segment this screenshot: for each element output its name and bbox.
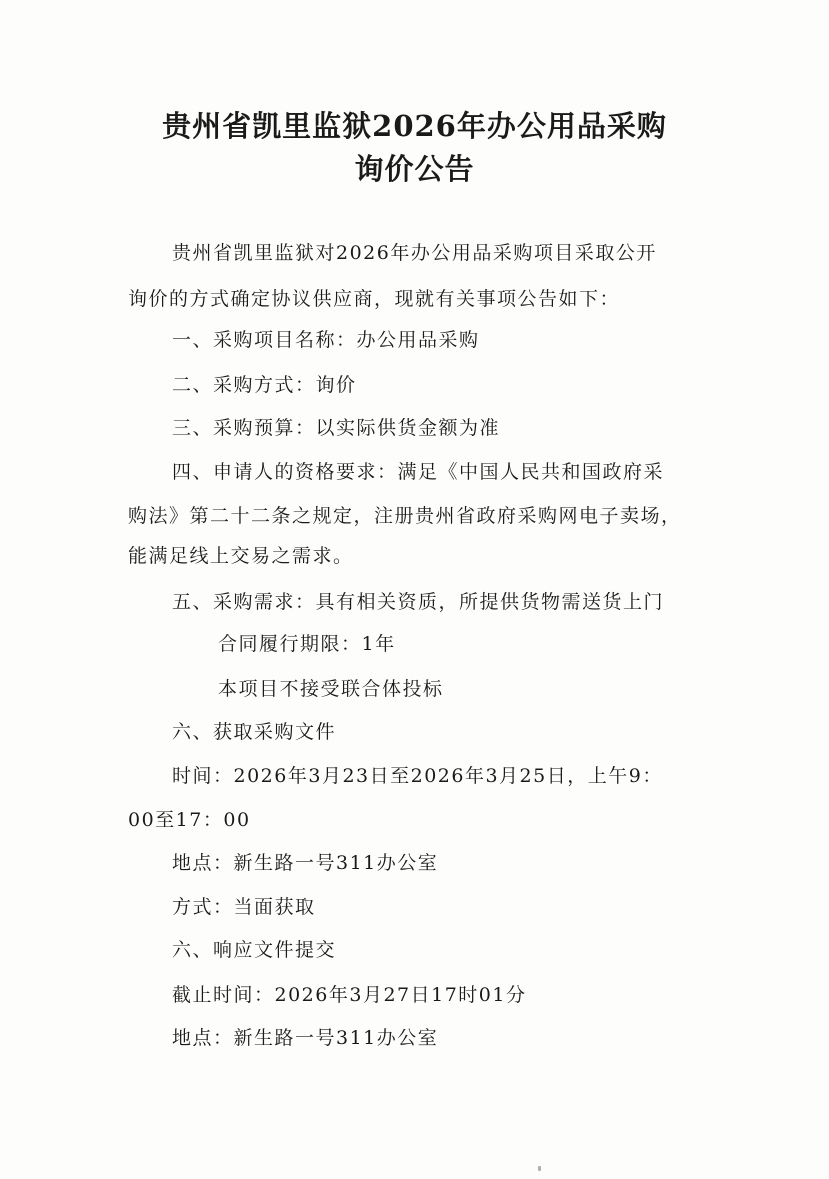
obtain-time-line-1: 时间：2026年3月23日至2026年3月25日，上午9： bbox=[172, 765, 663, 787]
item-qualification-line-1: 四、申请人的资格要求：满足《中国人民共和国政府采 bbox=[172, 461, 665, 483]
item-requirement: 五、采购需求：具有相关资质，所提供货物需送货上门 bbox=[172, 591, 665, 613]
item-no-consortium: 本项目不接受联合体投标 bbox=[218, 678, 444, 700]
item-method: 二、采购方式：询价 bbox=[172, 374, 357, 396]
item-response-submission: 六、响应文件提交 bbox=[172, 939, 337, 961]
obtain-location: 地点：新生路一号311办公室 bbox=[172, 852, 439, 874]
item-budget: 三、采购预算：以实际供货金额为准 bbox=[172, 417, 501, 439]
title-line-1: 贵州省凯里监狱2026年办公用品采购 bbox=[162, 109, 667, 143]
obtain-time-line-2: 00至17：00 bbox=[128, 809, 251, 831]
intro-line-2: 询价的方式确定协议供应商，现就有关事项公告如下： bbox=[128, 288, 621, 310]
title-line-2: 询价公告 bbox=[354, 152, 475, 186]
item-project-name: 一、采购项目名称：办公用品采购 bbox=[172, 329, 480, 351]
item-qualification-line-3: 能满足线上交易之需求。 bbox=[128, 545, 354, 567]
intro-line-1: 贵州省凯里监狱对2026年办公用品采购项目采取公开 bbox=[172, 242, 657, 264]
submission-deadline: 截止时间：2026年3月27日17时01分 bbox=[172, 984, 527, 1006]
item-qualification-line-2: 购法》第二十二条之规定，注册贵州省政府采购网电子卖场， bbox=[128, 505, 682, 527]
item-obtain-documents: 六、获取采购文件 bbox=[172, 721, 337, 743]
obtain-method: 方式：当面获取 bbox=[172, 896, 316, 918]
item-contract-term: 合同履行期限：1年 bbox=[218, 633, 396, 655]
submission-location: 地点：新生路一号311办公室 bbox=[172, 1027, 439, 1049]
scan-speck bbox=[538, 1166, 541, 1171]
